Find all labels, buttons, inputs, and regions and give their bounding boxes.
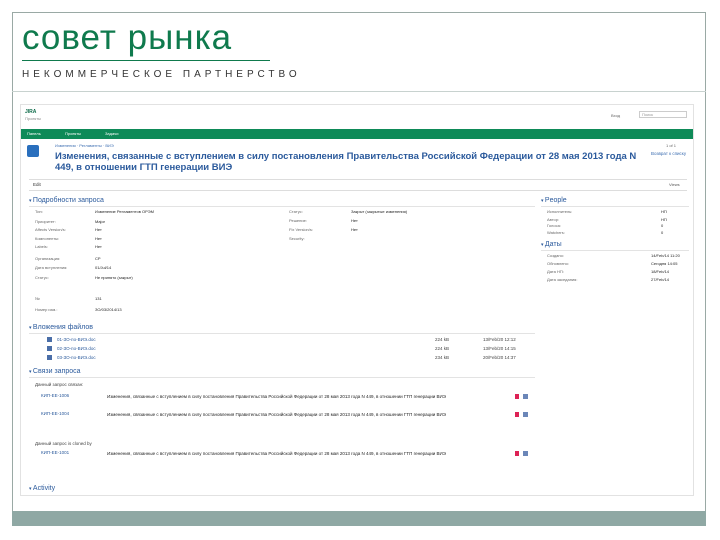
field-value: 14/Feb/14 11:20: [651, 253, 680, 258]
links-group-related: Данный запрос связан:: [35, 382, 84, 387]
links-group-cloned: Данный запрос is cloned by: [35, 441, 92, 446]
field-label: Организация:: [35, 256, 61, 261]
field-label: Компоненты:: [35, 236, 60, 241]
issue-breadcrumb[interactable]: Изменения · Регламенты · ВИЭ: [55, 143, 114, 148]
file-size: 224 kB: [435, 346, 450, 351]
file-date: 13/Feb/20 12:12: [483, 337, 516, 342]
field-value: НП: [661, 217, 667, 222]
field-value: 131: [95, 296, 102, 301]
issue-key-link[interactable]: КИП-ЕЕ-1004: [41, 411, 70, 416]
return-to-search-link[interactable]: Возврат к списку: [651, 151, 687, 156]
field-label: Исполнитель:: [547, 209, 573, 214]
field-value: Не принято (закрыт): [95, 275, 133, 280]
field-label: Тип:: [35, 209, 43, 214]
brand-rule: [22, 60, 270, 61]
field-label: Статус:: [35, 275, 49, 280]
issue-title: Изменения, связанные с вступлением в силу постановления Правительства Российской Федерации от 28 мая 2013 года N 449, в отношении ГТП генерации ВИЭ: [55, 151, 637, 173]
file-size: 234 kB: [435, 355, 450, 360]
field-value: ЗО/03/2014/13: [95, 307, 122, 312]
activity-section-title[interactable]: ▾ Activity: [29, 485, 55, 492]
field-value: Major: [95, 219, 106, 224]
nav-item-projects[interactable]: Проекты: [65, 131, 82, 136]
field-value: СР: [95, 256, 101, 261]
issue-toolbar: [29, 179, 687, 191]
issue-summary: Изменения, связанные с вступлением в силу постановления Правительства Российской Федерации от 28 мая 2013 года N 449, в отношении ГТП генерации ВИЭ: [107, 451, 446, 456]
issue-key-link[interactable]: КИП-ЕЕ-1001: [41, 450, 70, 455]
main-nav: [21, 129, 693, 139]
file-name[interactable]: 02-ЗО-по-ВИЭ.doc: [57, 346, 96, 351]
field-label: Создано:: [547, 253, 564, 258]
slide-bottom-bar: [12, 511, 706, 526]
file-date: 20/Feb/20 14:37: [483, 355, 516, 360]
field-label: Автор:: [547, 217, 560, 222]
details-section-title[interactable]: ▾ Подробности запроса: [29, 197, 104, 204]
field-label: Labels:: [35, 244, 48, 249]
field-value: Сегодня 14:05: [651, 261, 678, 266]
document-icon: [47, 346, 52, 351]
document-icon: [47, 337, 52, 342]
brand-subtitle: НЕКОММЕРЧЕСКОЕ ПАРТНЕРСТВО: [22, 69, 301, 80]
issue-key-link[interactable]: КИП-ЕЕ-1006: [41, 393, 70, 398]
details-rule: [29, 206, 535, 207]
file-date: 13/Feb/20 14:15: [483, 346, 516, 351]
field-label: Дата вступления:: [35, 265, 68, 270]
field-label: Номер изм.:: [35, 307, 58, 312]
field-value: 0: [661, 230, 664, 235]
status-icon: [523, 451, 528, 456]
links-rule: [29, 377, 535, 378]
brand-logo: совет рынка: [22, 18, 233, 57]
file-row[interactable]: [41, 336, 541, 344]
views-button[interactable]: Views: [669, 182, 680, 187]
priority-icon: [515, 412, 519, 417]
priority-icon: [515, 451, 519, 456]
file-size: 224 kB: [435, 337, 450, 342]
field-value: Нет: [95, 236, 102, 241]
user-menu[interactable]: Вход: [611, 113, 621, 118]
field-value: Нет: [95, 227, 102, 232]
file-name[interactable]: 01-ЗО-по-ВИЭ.doc: [57, 337, 96, 342]
field-label: Приоритет:: [35, 219, 56, 224]
app-logo[interactable]: JIRA: [25, 109, 37, 115]
dates-rule: [541, 250, 689, 251]
slide-divider: [12, 91, 706, 92]
field-label: Голоса:: [547, 223, 561, 228]
top-bar: [21, 105, 693, 127]
field-label: Дата заседания:: [547, 277, 578, 282]
issue-header: [21, 141, 693, 175]
field-value: 27/Feb/14: [651, 277, 670, 282]
field-value: Нет: [351, 227, 358, 232]
field-value: 18/Feb/14: [651, 269, 670, 274]
file-row[interactable]: [41, 345, 541, 353]
field-label: Решение:: [289, 218, 307, 223]
people-section-title[interactable]: ▾ People: [541, 197, 567, 204]
field-label: Статус:: [289, 209, 303, 214]
field-label: Security:: [289, 236, 305, 241]
status-icon: [523, 394, 528, 399]
links-section-title[interactable]: ▾ Связи запроса: [29, 368, 81, 375]
breadcrumb[interactable]: Проекты: [25, 116, 42, 121]
people-rule: [541, 206, 689, 207]
issue-counter: 1 of 1: [666, 143, 677, 148]
field-value: Нет: [95, 244, 102, 249]
project-icon: [27, 145, 39, 157]
jira-screenshot: [20, 104, 694, 496]
nav-item-issues[interactable]: Задачи: [105, 131, 119, 136]
issue-summary: Изменения, связанные с вступлением в силу постановления Правительства Российской Федерации от 28 мая 2013 года N 449, в отношении ГТП генерации ВИЭ: [107, 394, 446, 399]
field-label: Дата НП:: [547, 269, 564, 274]
field-label: Watchers:: [547, 230, 565, 235]
nav-item-dashboard[interactable]: Панель: [27, 131, 41, 136]
files-section-title[interactable]: ▾ Вложения файлов: [29, 324, 93, 331]
priority-icon: [515, 394, 519, 399]
field-label: Fix Version/s:: [289, 227, 314, 232]
files-rule: [29, 333, 535, 334]
status-icon: [523, 412, 528, 417]
field-label: Affects Version/s:: [35, 227, 66, 232]
field-value: Нет: [351, 218, 358, 223]
field-value: Изменение Регламентов ОРЭМ: [95, 209, 154, 214]
search-input[interactable]: Поиск: [639, 111, 687, 118]
edit-button[interactable]: Edit: [33, 182, 41, 187]
dates-section-title[interactable]: ▾ Даты: [541, 241, 562, 248]
file-row[interactable]: [41, 354, 541, 362]
field-value: 0: [661, 223, 664, 228]
issue-summary: Изменения, связанные с вступлением в силу постановления Правительства Российской Федерации от 28 мая 2013 года N 449, в отношении ГТП генерации ВИЭ: [107, 412, 446, 417]
field-value: Закрыт (закрытые изменения): [351, 209, 408, 214]
field-value: 01/Jul/14: [95, 265, 112, 270]
field-label: Обновлено:: [547, 261, 569, 266]
field-value: НП: [661, 209, 667, 214]
file-name[interactable]: 03-ЗО-по-ВИЭ.doc: [57, 355, 96, 360]
field-label: №:: [35, 296, 41, 301]
document-icon: [47, 355, 52, 360]
